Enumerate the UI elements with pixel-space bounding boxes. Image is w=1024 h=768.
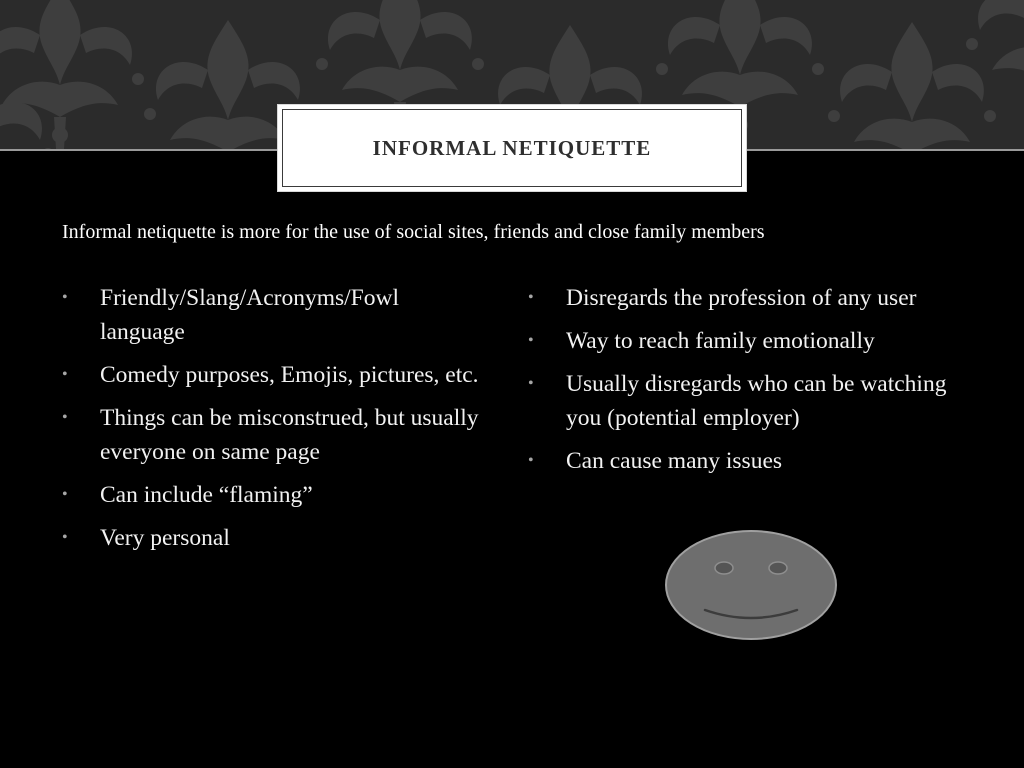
bullet-text: Things can be misconstrued, but usually everyone on same page [100,405,479,465]
bullet-text: Friendly/Slang/Acronyms/Fowl language [100,285,399,345]
list-item [62,358,482,392]
title-box [277,104,747,192]
bullet-icon: • [528,375,534,392]
bullet-icon: • [62,409,68,426]
list-item [62,478,482,512]
bullet-icon: • [528,332,534,349]
bullet-text: Can cause many issues [566,448,783,474]
bullet-icon: • [528,452,534,469]
title-frame [282,109,742,187]
bullet-text: Way to reach family emotionally [566,328,875,354]
bullet-icon: • [62,486,68,503]
bullet-text: Disregards the profession of any user [566,285,917,311]
list-item [62,401,482,469]
smiley-face-icon [663,528,839,644]
list-item [528,324,968,358]
bullet-text: Usually disregards who can be watching you (potential employer) [566,371,947,431]
list-item [528,281,968,315]
left-bullet-list [62,281,482,564]
list-item [62,521,482,555]
list-item [528,444,968,478]
left-eye-icon [715,562,733,574]
list-item [62,281,482,349]
bullet-text: Very personal [100,525,230,551]
bullet-icon: • [528,289,534,306]
list-item [528,367,968,435]
bullet-text: Comedy purposes, Emojis, pictures, etc. [100,362,479,388]
right-eye-icon [769,562,787,574]
slide-title: INFORMAL NETIQUETTE [372,135,652,160]
right-bullet-list [528,281,968,487]
bullet-icon: • [62,289,68,306]
bullet-text: Can include “flaming” [100,482,313,508]
bullet-icon: • [62,529,68,546]
face-outline [666,531,836,639]
slide-subtitle: Informal netiquette is more for the use of social sites, friends and close family members [62,221,765,243]
bullet-icon: • [62,366,68,383]
